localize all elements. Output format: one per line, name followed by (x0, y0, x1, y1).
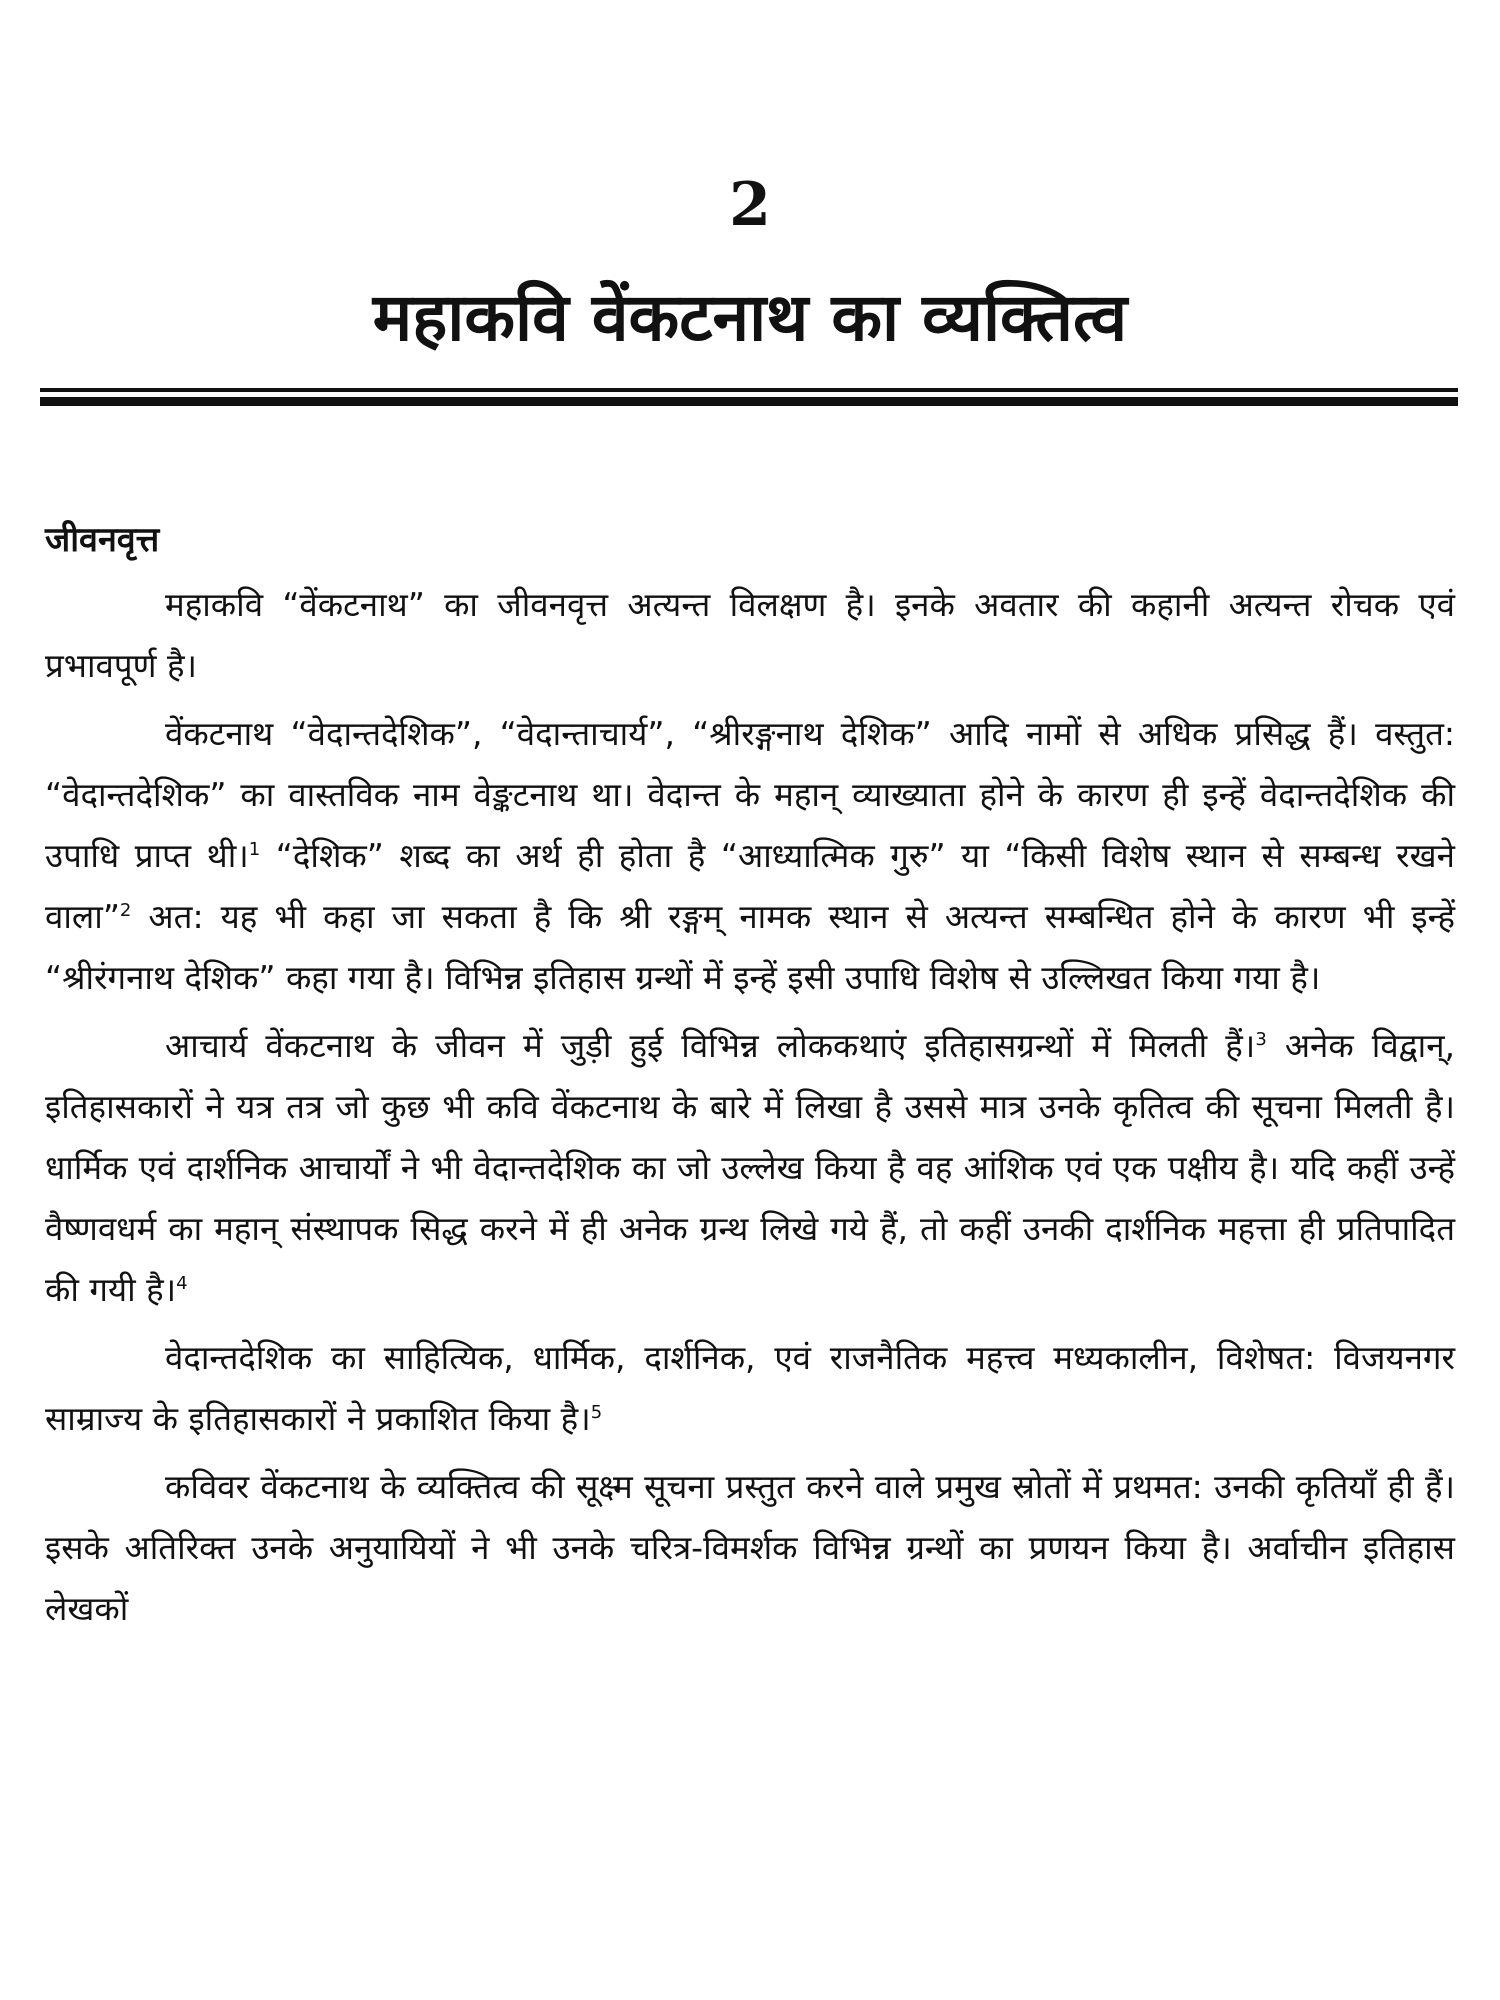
chapter-number: 2 (729, 170, 771, 240)
footnote-marker-1: 1 (248, 839, 261, 860)
title-rule-thick (40, 397, 1458, 406)
paragraph-3-part1: आचार्य वेंकटनाथ के जीवन में जुड़ी हुई विभिन्न लोककथाएं इतिहासग्रन्थों में मिलती हैं। (165, 1026, 1256, 1065)
title-rule-thin (40, 388, 1458, 392)
paragraph-1-text: महाकवि “वेंकटनाथ” का जीवनवृत्त अत्यन्त विलक्षण है। इनके अवतार की कहानी अत्यन्त रोचक एवं प्रभावपूर्ण है। (45, 585, 1455, 685)
chapter-title: महाकवि वेंकटनाथ का व्यक्तित्व (372, 279, 1128, 356)
paragraph-3 (45, 1015, 1455, 1320)
footnote-marker-3: 3 (1255, 1029, 1267, 1050)
paragraph-4 (45, 1327, 1455, 1449)
footnote-marker-4: 4 (176, 1273, 188, 1294)
paragraph-2-part2: “देशिक” शब्द का अर्थ ही होता है “आध्यात्मिक गुरु” या “किसी विशेष स्थान से सम्बन्ध रखने वाला” (45, 836, 1455, 936)
paragraph-5-text: कविवर वेंकटनाथ के व्यक्तित्व की सूक्ष्म सूचना प्रस्तुत करने वाले प्रमुख स्रोतों में प्रथमत: उनकी कृतियाँ ही हैं। इसके अतिरिक्त उनके अनुयायियों ने भी उनके चरित्र-विमर्शक विभिन्न ग्रन्थों का प्रणयन किया है। अर्वाचीन इतिहास लेखकों (45, 1467, 1455, 1628)
paragraph-1 (45, 574, 1455, 696)
paragraph-4-part1: वेदान्तदेशिक का साहित्यिक, धार्मिक, दार्शनिक, एवं राजनैतिक महत्त्व मध्यकालीन, विशेषत: विजयनगर साम्राज्य के इतिहासकारों ने प्रकाशित किया है। (45, 1338, 1455, 1438)
page-body (45, 508, 1455, 1646)
paragraph-2-part3: अत: यह भी कहा जा सकता है कि श्री रङ्गम् नामक स्थान से अत्यन्त सम्बन्धित होने के कारण भी इन्हें “श्रीरंगनाथ देशिक” कहा गया है। विभिन्न इतिहास ग्रन्थों में इन्हें इसी उपाधि विशेष से उल्लिखत किया गया है। (45, 897, 1455, 997)
paragraph-5 (45, 1456, 1455, 1639)
paragraph-3-part2: अनेक विद्वान्, इतिहासकारों ने यत्र तत्र जो कुछ भी कवि वेंकटनाथ के बारे में लिखा है उससे मात्र उनके कृतित्व की सूचना मिलती है। धार्मिक एवं दार्शनिक आचार्यों ने भी वेदान्तदेशिक का जो उल्लेख किया है वह आंशिक एवं एक पक्षीय है। यदि कहीं उन्हें वैष्णवधर्म का महान् संस्थापक सिद्ध करने में ही अनेक ग्रन्थ लिखे गये हैं, तो कहीं उनकी दार्शनिक महत्ता ही प्रतिपादित की गयी है। (45, 1026, 1456, 1309)
paragraph-2 (45, 703, 1455, 1008)
footnote-marker-2: 2 (119, 900, 132, 921)
paragraph-2-part1: वेंकटनाथ “वेदान्तदेशिक”, “वेदान्ताचार्य”, “श्रीरङ्गनाथ देशिक” आदि नामों से अधिक प्रसिद्ध हैं। वस्तुत: “वेदान्तदेशिक” का वास्तविक नाम वेङ्कटनाथ था। वेदान्त के महान् व्याख्याता होने के कारण ही इन्हें वेदान्तदेशिक की उपाधि प्राप्त थी। (45, 714, 1455, 875)
footnote-marker-5: 5 (590, 1402, 603, 1423)
section-heading: जीवनवृत्त (45, 520, 160, 560)
